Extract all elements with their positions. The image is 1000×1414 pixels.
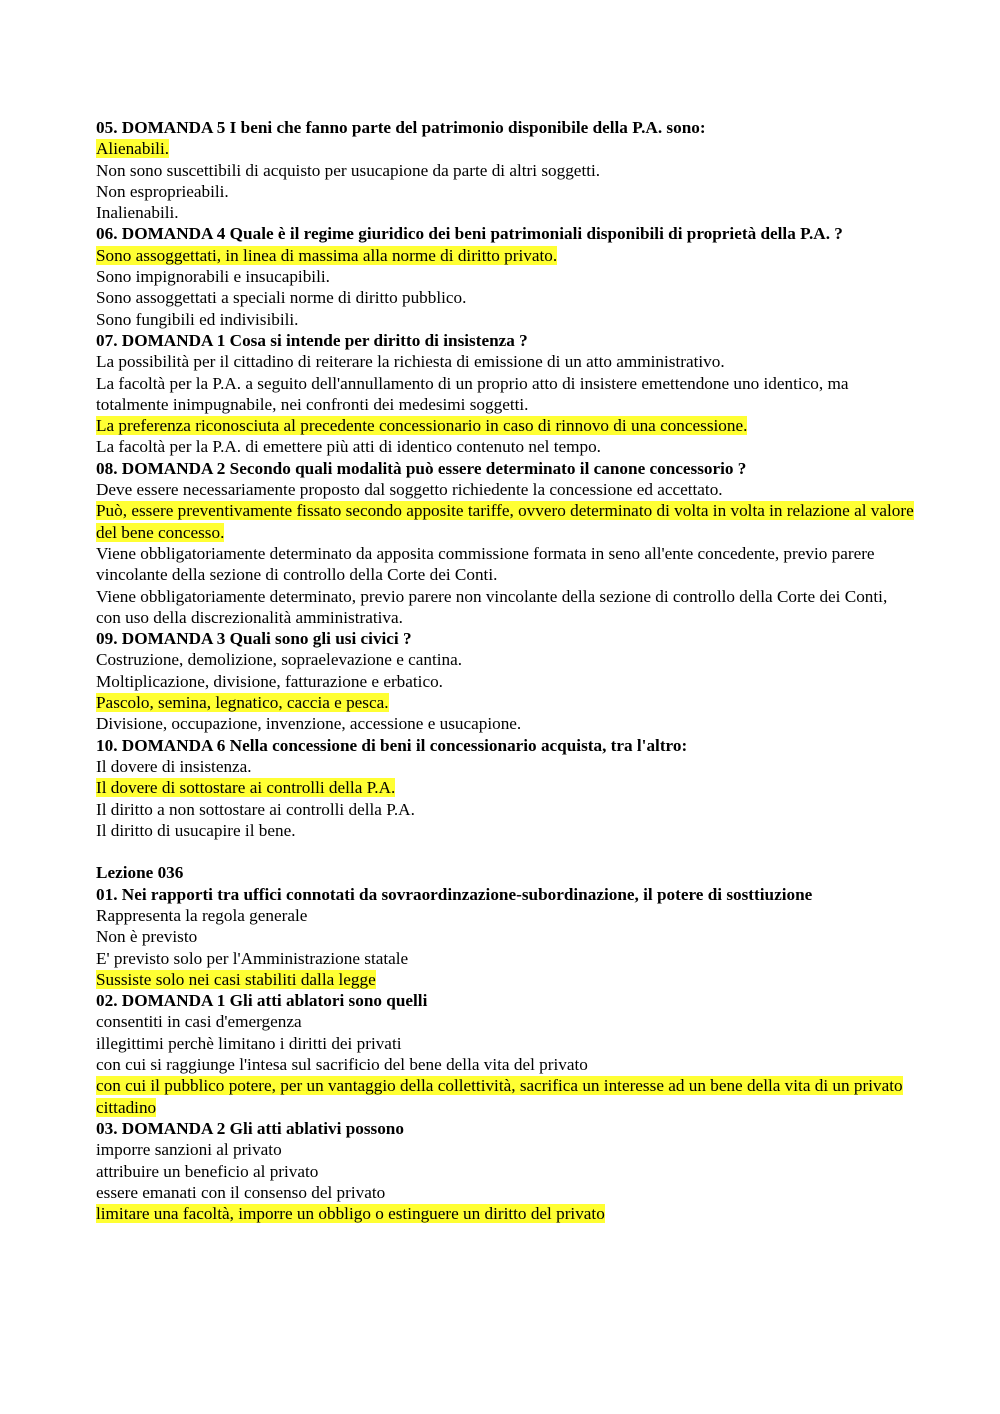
answer-text: imporre sanzioni al privato [96, 1140, 282, 1160]
question-text: 10. DOMANDA 6 Nella concessione di beni il concessionario acquista, tra l'altro: [96, 735, 688, 755]
answer-option [96, 1161, 916, 1182]
question-text: 08. DOMANDA 2 Secondo quali modalità può essere determinato il canone concessorio ? [96, 458, 747, 478]
answer-option [96, 1182, 916, 1203]
answer-text: La possibilità per il cittadino di reiterare la richiesta di emissione di un atto amministrativo. [96, 352, 725, 372]
answer-text: Non è previsto [96, 927, 198, 947]
answer-text: Inalienabili. [96, 203, 179, 223]
correct-answer [96, 245, 916, 266]
answer-option [96, 926, 916, 947]
answer-text: Sono assoggettati, in linea di massima alla norme di diritto privato. [96, 245, 558, 265]
question-text: 06. DOMANDA 4 Quale è il regime giuridico dei beni patrimoniali disponibili di proprietà della P.A. ? [96, 224, 843, 244]
answer-option [96, 586, 916, 629]
answer-text: La facoltà per la P.A. a seguito dell'annullamento di un proprio atto di insistere emettendone uno identico, ma totalmente inimpugnabile, nei confronti dei medesimi soggetti. [96, 373, 849, 414]
answer-option [96, 202, 916, 223]
answer-text: La preferenza riconosciuta al precedente concessionario in caso di rinnovo di una concessione. [96, 416, 748, 436]
lesson-title: Lezione 036 [96, 863, 184, 883]
answer-text: Costruzione, demolizione, sopraelevazione e cantina. [96, 650, 463, 670]
answer-option [96, 799, 916, 820]
answer-text: E' previsto solo per l'Amministrazione statale [96, 948, 409, 968]
answer-text: Viene obbligatoriamente determinato da apposita commissione formata in seno all'ente concedente, previo parere vincolante della sezione di controllo della Corte dei Conti. [96, 543, 875, 585]
answer-option [96, 671, 916, 692]
answer-text: Il diritto di usucapire il bene. [96, 820, 296, 840]
answer-text: Non espropriеabili. [96, 181, 229, 201]
answer-option [96, 373, 916, 416]
answer-text: Rappresenta la regola generale [96, 905, 308, 925]
correct-answer [96, 1203, 916, 1224]
question-text: 07. DOMANDA 1 Cosa si intende per diritto di insistenza ? [96, 330, 528, 350]
answer-option [96, 713, 916, 734]
answer-text: essere emanati con il consenso del privato [96, 1182, 386, 1202]
lesson-question-list [96, 884, 916, 1225]
correct-answer [96, 500, 916, 543]
question-text: 09. DOMANDA 3 Quali sono gli usi civici ? [96, 629, 412, 649]
answer-text: Il diritto a non sottostare ai controlli della P.A. [96, 799, 415, 819]
answer-option [96, 756, 916, 777]
answer-option [96, 1033, 916, 1054]
answer-option [96, 309, 916, 330]
answer-text: Sono impignorabili e insucapibili. [96, 267, 330, 287]
answer-text: Il dovere di insistenza. [96, 756, 252, 776]
answer-option [96, 436, 916, 457]
correct-answer [96, 692, 916, 713]
answer-text: Sono fungibili ed indivisibili. [96, 309, 299, 329]
answer-option [96, 905, 916, 926]
question-text: 05. DOMANDA 5 I beni che fanno parte del patrimonio disponibile della P.A. sono: [96, 118, 706, 137]
question-list [96, 117, 916, 841]
answer-text: Può, essere preventivamente fissato secondo apposite tariffe, ovvero determinato di volta in volta in relazione al valore del bene concesso. [96, 501, 914, 542]
answer-text: Divisione, occupazione, invenzione, accessione e usucapione. [96, 714, 522, 734]
answer-text: Alienabili. [96, 139, 170, 159]
answer-text: La facoltà per la P.A. di emettere più atti di identico contenuto nel tempo. [96, 437, 601, 457]
answer-text: Il dovere di sottostare ai controlli della P.A. [96, 778, 396, 798]
answer-text: Pascolo, semina, legnatico, caccia e pesca. [96, 693, 389, 713]
answer-option [96, 1054, 916, 1075]
answer-option [96, 160, 916, 181]
correct-answer [96, 777, 916, 798]
answer-option [96, 1139, 916, 1160]
answer-text: illegittimi perchè limitano i diritti dei privati [96, 1033, 402, 1053]
question-text: 03. DOMANDA 2 Gli atti ablativi possono [96, 1118, 404, 1138]
correct-answer [96, 415, 916, 436]
answer-text: Sussiste solo nei casi stabiliti dalla legge [96, 969, 376, 989]
answer-option [96, 543, 916, 586]
correct-answer [96, 969, 916, 990]
section-gap [96, 841, 916, 862]
answer-text: con cui si raggiunge l'intesa sul sacrificio del bene della vita del privato [96, 1055, 588, 1075]
answer-text: Sono assoggettati a speciali norme di diritto pubblico. [96, 288, 467, 308]
answer-option [96, 820, 916, 841]
question-text: 01. Nei rapporti tra uffici connotati da sovraordinzazione-subordinazione, il potere di sosttiuzione [96, 884, 813, 904]
answer-text: Moltiplicazione, divisione, fatturazione e erbatico. [96, 671, 443, 691]
answer-option [96, 479, 916, 500]
correct-answer [96, 138, 916, 159]
answer-option [96, 266, 916, 287]
correct-answer [96, 1075, 916, 1118]
answer-text: consentiti in casi d'emergenza [96, 1012, 302, 1032]
answer-option [96, 948, 916, 969]
answer-option [96, 351, 916, 372]
answer-text: Non sono suscettibili di acquisto per usucapione da parte di altri soggetti. [96, 160, 601, 180]
question-text: 02. DOMANDA 1 Gli atti ablatori sono quelli [96, 991, 428, 1011]
answer-text: Deve essere necessariamente proposto dal soggetto richiedente la concessione ed accettato. [96, 480, 723, 500]
answer-text: Viene obbligatoriamente determinato, previo parere non vincolante della sezione di controllo della Corte dei Conti, con uso della discrezionalità amministrativa. [96, 586, 888, 627]
document-page [96, 117, 916, 1224]
answer-text: limitare una facoltà, imporre un obbligo o estinguere un diritto del privato [96, 1204, 605, 1224]
answer-option [96, 1011, 916, 1032]
answer-text: attribuire un beneficio al privato [96, 1161, 319, 1181]
answer-option [96, 649, 916, 670]
answer-text: con cui il pubblico potere, per un vantaggio della collettività, sacrifica un interesse ad un bene della vita di un privato cittadino [96, 1076, 903, 1117]
answer-option [96, 287, 916, 308]
answer-option [96, 181, 916, 202]
